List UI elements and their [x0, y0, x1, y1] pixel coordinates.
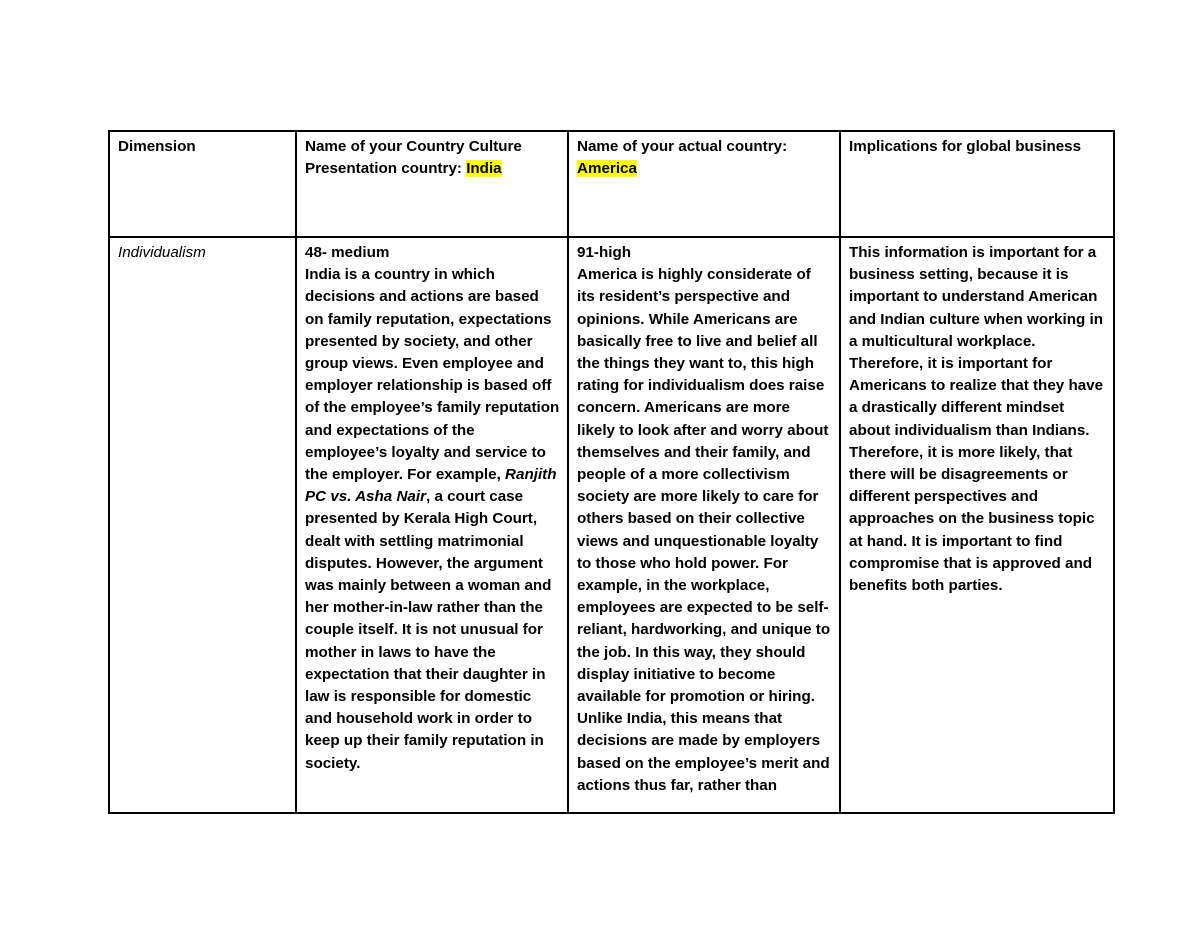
header-country-prefix: Presentation country:: [305, 160, 467, 178]
row-dimension: Individualism: [118, 244, 206, 261]
india-text-part2: , a court case presented by Kerala High Court, dealt with settling matrimonial disputes. However, the argument was mainly between a woman and her mother-in-law rather than the couple itself. It is not unusual for mother in laws to have the expectation that their daughter in law is responsible for domestic and household work in order to keep up their family reputation in society.: [305, 488, 552, 772]
header-implications: Implications for global business: [849, 138, 1082, 155]
america-text-part2: Unlike India, this means that decisions are made by employers based on the employee’s merit and actions thus far, rather than: [577, 710, 830, 794]
culture-comparison-table: [108, 130, 1115, 814]
header-implications-cell: [840, 131, 1114, 237]
header-country-cell: [296, 131, 568, 237]
table-row: [109, 237, 1114, 813]
header-dimension: Dimension: [118, 138, 196, 155]
header-actual-label: Name of your actual country:: [577, 138, 788, 155]
header-country-line1: Name of your Country Culture: [305, 138, 522, 155]
presentation-country-highlight: India: [466, 160, 502, 178]
header-dimension-cell: [109, 131, 296, 237]
implications-text: This information is important for a business setting, because it is important to understand American and Indian culture when working in a multicultural workplace. Therefore, it is important for Americans to realize that they have a drastically different mindset about individualism than Indians. Therefore, it is more likely, that there will be disagreements or different perspectives and approaches on the business topic at hand. It is important to find compromise that is approved and benefits both parties.: [849, 244, 1104, 595]
america-text-part1: America is highly considerate of its resident’s perspective and opinions. While Americans are basically free to live and belief all the things they want to, this high rating for individualism does raise concern. Americans are more likely to look after and worry about themselves and their family, and people of a more collectivism society are more likely to care for others based on their collective views and unquestionable loyalty to those who hold power. For example, in the workplace, employees are expected to be self-reliant, hardworking, and unique to the job. In this way, they should display initiative to become available for promotion or hiring.: [577, 266, 831, 706]
india-score: 48- medium: [305, 244, 390, 261]
america-cell: [568, 237, 840, 813]
india-cell: [296, 237, 568, 813]
implications-cell: [840, 237, 1114, 813]
row-dimension-cell: [109, 237, 296, 813]
header-actual-cell: [568, 131, 840, 237]
india-text-part1: India is a country in which decisions and actions are based on family reputation, expectations presented by society, and other group views. Even employee and employer relationship is based off of the employee’s family reputation and expectations of the employee’s loyalty and service to the employer. For example,: [305, 266, 560, 484]
america-score: 91-high: [577, 244, 632, 261]
actual-country-highlight: America: [577, 160, 637, 178]
india-case-name: Ranjith PC vs. Asha Nair: [305, 466, 557, 506]
table-header-row: [109, 131, 1114, 237]
